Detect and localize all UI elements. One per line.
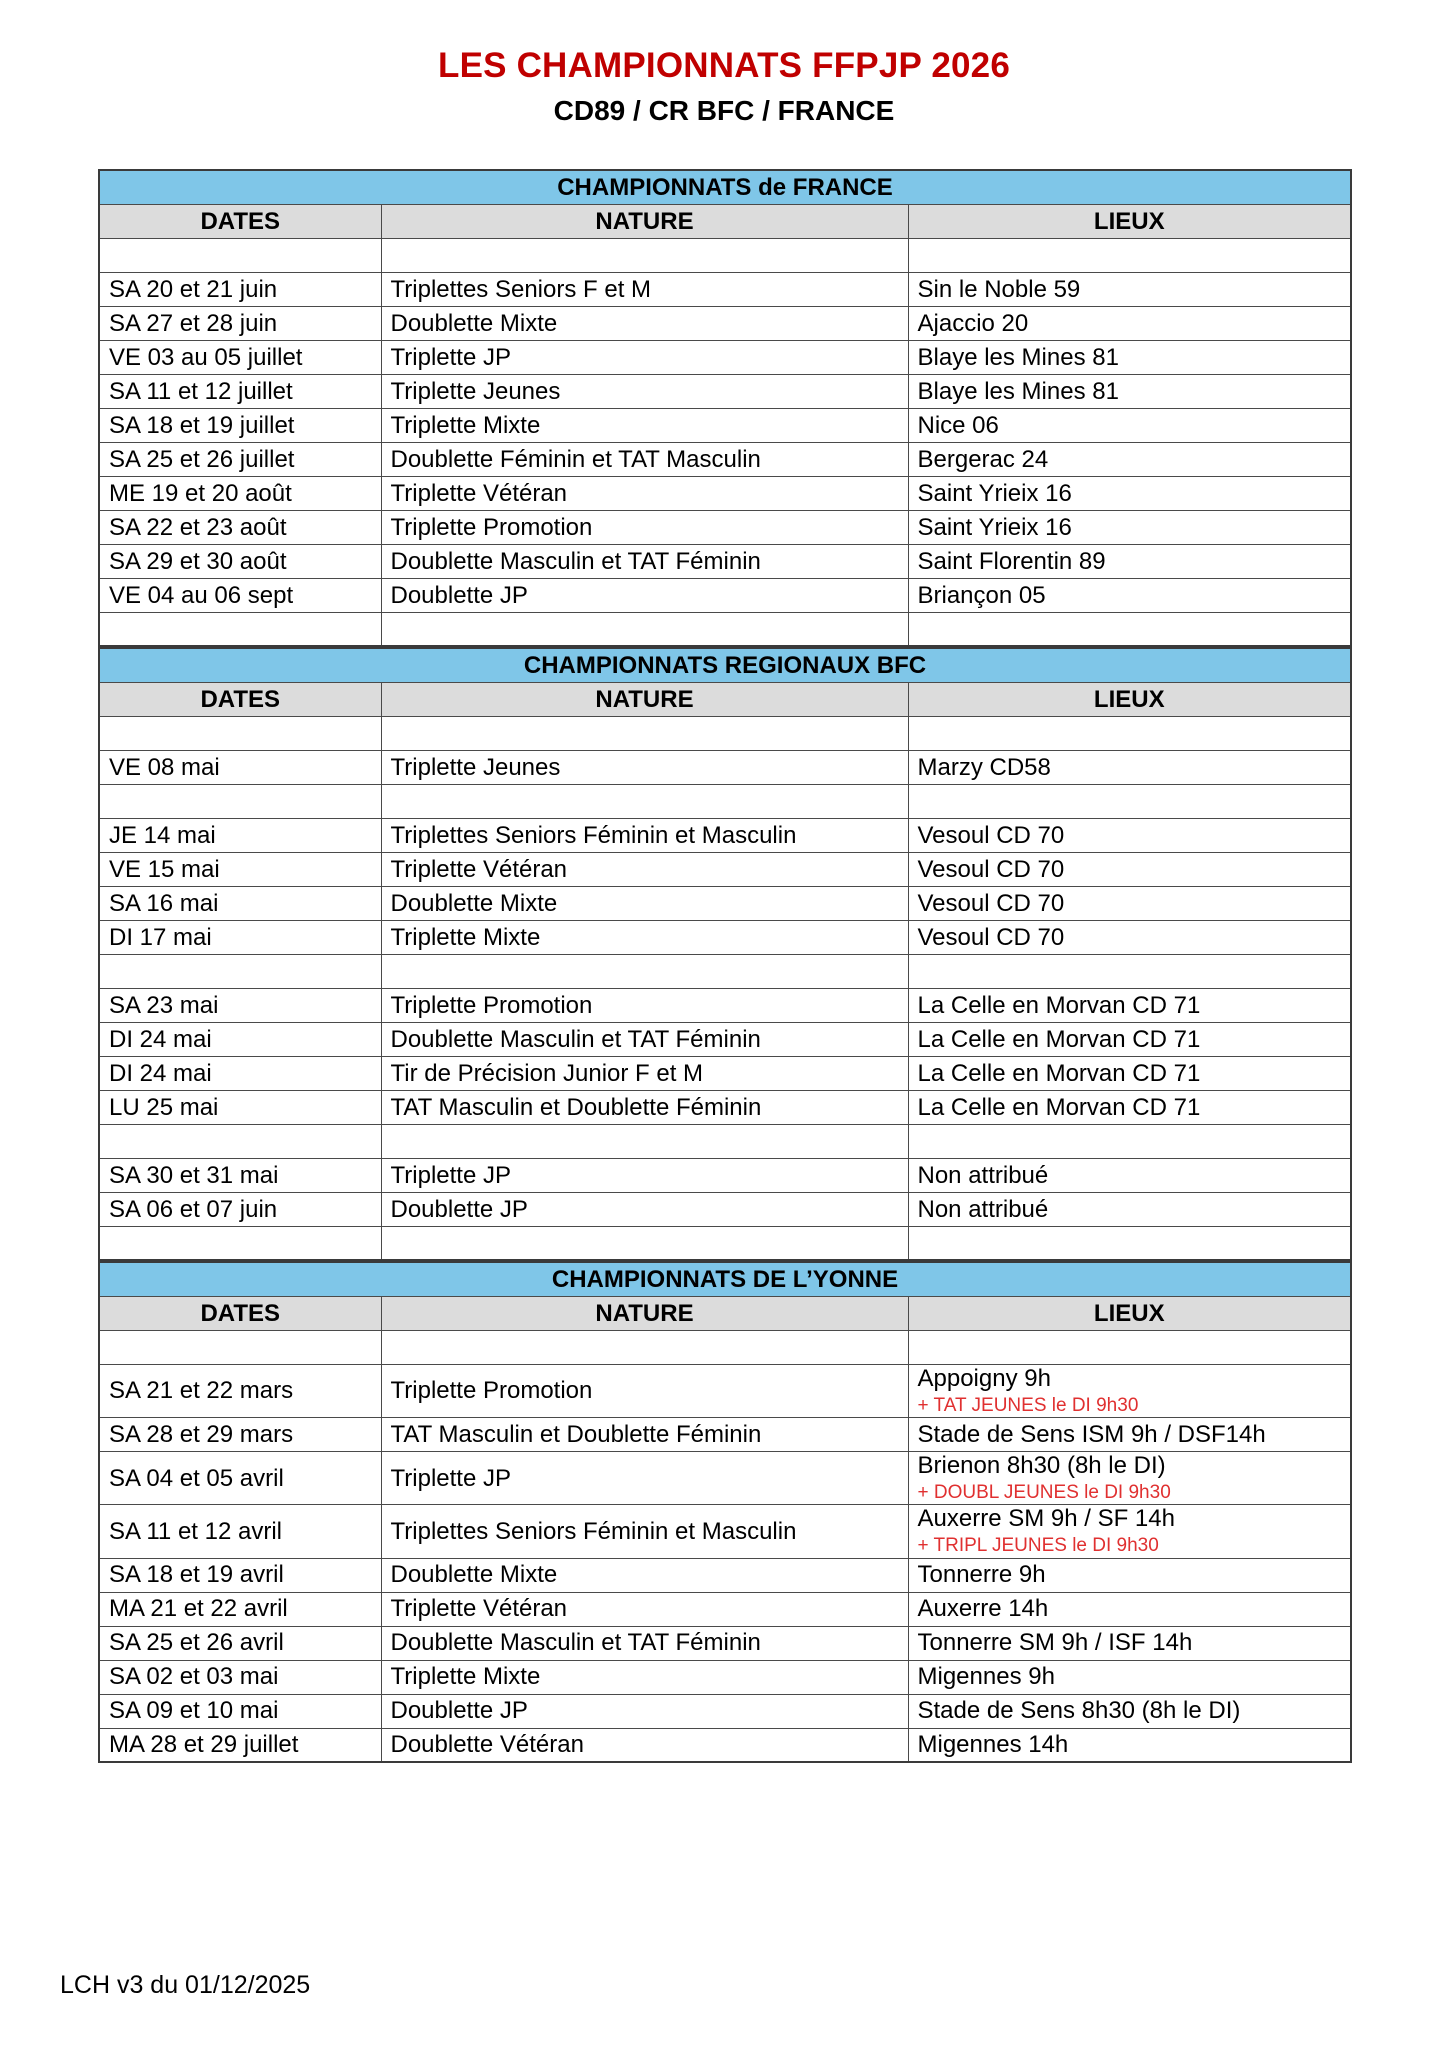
- table-row: [99, 1694, 1351, 1728]
- spacer-row: [99, 1330, 1351, 1364]
- cell-lieux: Sin le Noble 59: [908, 272, 1351, 306]
- cell-lieux: Tonnerre 9h: [908, 1558, 1351, 1592]
- spacer-row: [99, 1226, 1351, 1260]
- spacer-row: [99, 716, 1351, 750]
- cell-lieux-note: + TAT JEUNES le DI 9h30: [917, 1394, 1139, 1416]
- cell-nature: Triplette Jeunes: [381, 750, 908, 784]
- cell-lieux: Non attribué: [908, 1192, 1351, 1226]
- cell-nature: TAT Masculin et Doublette Féminin: [381, 1418, 908, 1452]
- column-header-lieux: LIEUX: [908, 204, 1351, 238]
- cell-dates: DI 17 mai: [99, 920, 381, 954]
- table-row: [99, 818, 1351, 852]
- section-header-row: [99, 170, 1351, 204]
- cell-lieux-main: Auxerre SM 9h / SF 14h: [917, 1505, 1175, 1533]
- cell-nature: Triplettes Seniors F et M: [381, 272, 908, 306]
- cell-dates: SA 30 et 31 mai: [99, 1158, 381, 1192]
- spacer-cell: [908, 716, 1351, 750]
- spacer-cell: [99, 954, 381, 988]
- cell-dates: LU 25 mai: [99, 1090, 381, 1124]
- spacer-cell: [381, 954, 908, 988]
- table-row: [99, 476, 1351, 510]
- cell-dates: VE 08 mai: [99, 750, 381, 784]
- cell-nature: Doublette Féminin et TAT Masculin: [381, 442, 908, 476]
- table-row: [99, 1022, 1351, 1056]
- cell-nature: Doublette JP: [381, 1694, 908, 1728]
- page-subtitle: CD89 / CR BFC / FRANCE: [553, 95, 895, 127]
- section-title-france: CHAMPIONNATS de FRANCE: [99, 170, 1351, 204]
- spacer-cell: [99, 612, 381, 646]
- cell-lieux: Marzy CD58: [908, 750, 1351, 784]
- table-row: [99, 1090, 1351, 1124]
- section-title-yonne: CHAMPIONNATS DE L’YONNE: [99, 1262, 1351, 1296]
- cell-nature: Triplette Vétéran: [381, 476, 908, 510]
- spacer-cell: [908, 1330, 1351, 1364]
- cell-dates: DI 24 mai: [99, 1056, 381, 1090]
- column-header-nature: NATURE: [381, 682, 908, 716]
- table-row: [99, 1505, 1351, 1558]
- spacer-cell: [908, 954, 1351, 988]
- cell-nature: Triplette JP: [381, 340, 908, 374]
- spacer-row: [99, 954, 1351, 988]
- table-row: [99, 272, 1351, 306]
- table-row: [99, 1056, 1351, 1090]
- table-row: [99, 1728, 1351, 1762]
- column-header-nature: NATURE: [381, 1296, 908, 1330]
- cell-nature: Doublette Vétéran: [381, 1728, 908, 1762]
- table-row: [99, 1592, 1351, 1626]
- cell-dates: SA 18 et 19 juillet: [99, 408, 381, 442]
- cell-lieux: [908, 1452, 1351, 1505]
- cell-dates: SA 28 et 29 mars: [99, 1418, 381, 1452]
- cell-dates: SA 29 et 30 août: [99, 544, 381, 578]
- cell-lieux: Stade de Sens ISM 9h / DSF14h: [908, 1418, 1351, 1452]
- cell-dates: SA 09 et 10 mai: [99, 1694, 381, 1728]
- cell-nature: Tir de Précision Junior F et M: [381, 1056, 908, 1090]
- spacer-cell: [908, 612, 1351, 646]
- table-row: [99, 510, 1351, 544]
- page-title: LES CHAMPIONNATS FFPJP 2026: [437, 46, 1010, 85]
- spacer-cell: [908, 1124, 1351, 1158]
- spacer-cell: [908, 238, 1351, 272]
- cell-lieux: Saint Yrieix 16: [908, 510, 1351, 544]
- cell-lieux-main: Brienon 8h30 (8h le DI): [917, 1452, 1166, 1480]
- cell-dates: MA 21 et 22 avril: [99, 1592, 381, 1626]
- cell-lieux: Saint Florentin 89: [908, 544, 1351, 578]
- cell-lieux: La Celle en Morvan CD 71: [908, 1090, 1351, 1124]
- spacer-cell: [99, 1226, 381, 1260]
- column-header-lieux: LIEUX: [908, 1296, 1351, 1330]
- cell-dates: SA 06 et 07 juin: [99, 1192, 381, 1226]
- cell-dates: SA 04 et 05 avril: [99, 1452, 381, 1505]
- table-row: [99, 1626, 1351, 1660]
- cell-lieux: La Celle en Morvan CD 71: [908, 1022, 1351, 1056]
- cell-nature: Doublette Mixte: [381, 1558, 908, 1592]
- column-header-dates: DATES: [99, 682, 381, 716]
- cell-dates: SA 11 et 12 avril: [99, 1505, 381, 1558]
- cell-lieux: La Celle en Morvan CD 71: [908, 988, 1351, 1022]
- cell-dates: SA 23 mai: [99, 988, 381, 1022]
- section-header-row: [99, 1262, 1351, 1296]
- table-championnats-regionaux-bfc: [98, 647, 1352, 1261]
- table-row: [99, 1192, 1351, 1226]
- cell-lieux: Blaye les Mines 81: [908, 374, 1351, 408]
- table-row: [99, 886, 1351, 920]
- cell-nature: TAT Masculin et Doublette Féminin: [381, 1090, 908, 1124]
- table-row: [99, 1660, 1351, 1694]
- spacer-cell: [99, 784, 381, 818]
- cell-dates: MA 28 et 29 juillet: [99, 1728, 381, 1762]
- cell-nature: Triplette Jeunes: [381, 374, 908, 408]
- table-championnats-de-france: [98, 169, 1352, 647]
- spacer-cell: [908, 1226, 1351, 1260]
- spacer-cell: [381, 784, 908, 818]
- table-row: [99, 374, 1351, 408]
- spacer-cell: [381, 238, 908, 272]
- cell-lieux: Migennes 14h: [908, 1728, 1351, 1762]
- table-row: [99, 578, 1351, 612]
- table-row: [99, 408, 1351, 442]
- cell-nature: Triplette Promotion: [381, 988, 908, 1022]
- cell-dates: VE 03 au 05 juillet: [99, 340, 381, 374]
- column-header-row: [99, 1296, 1351, 1330]
- cell-lieux: Bergerac 24: [908, 442, 1351, 476]
- table-row: [99, 1418, 1351, 1452]
- cell-dates: SA 22 et 23 août: [99, 510, 381, 544]
- cell-nature: Triplette JP: [381, 1158, 908, 1192]
- cell-nature: Triplettes Seniors Féminin et Masculin: [381, 1505, 908, 1558]
- cell-lieux: [908, 1364, 1351, 1417]
- column-header-lieux: LIEUX: [908, 682, 1351, 716]
- cell-lieux: Vesoul CD 70: [908, 920, 1351, 954]
- spacer-row: [99, 612, 1351, 646]
- table-row: [99, 1364, 1351, 1417]
- cell-nature: Doublette Masculin et TAT Féminin: [381, 1022, 908, 1056]
- cell-dates: SA 21 et 22 mars: [99, 1364, 381, 1417]
- table-row: [99, 544, 1351, 578]
- section-title-bfc: CHAMPIONNATS REGIONAUX BFC: [99, 648, 1351, 682]
- column-header-row: [99, 204, 1351, 238]
- table-row: [99, 750, 1351, 784]
- cell-nature: Doublette Masculin et TAT Féminin: [381, 1626, 908, 1660]
- table-row: [99, 306, 1351, 340]
- cell-lieux: Vesoul CD 70: [908, 852, 1351, 886]
- cell-nature: Triplette Promotion: [381, 1364, 908, 1417]
- cell-dates: VE 04 au 06 sept: [99, 578, 381, 612]
- cell-nature: Triplette Mixte: [381, 920, 908, 954]
- section-header-row: [99, 648, 1351, 682]
- cell-nature: Triplette Promotion: [381, 510, 908, 544]
- cell-lieux: [908, 1505, 1351, 1558]
- cell-lieux: Nice 06: [908, 408, 1351, 442]
- schedule-tables: [98, 127, 1350, 1763]
- table-row: [99, 852, 1351, 886]
- column-header-dates: DATES: [99, 1296, 381, 1330]
- cell-nature: Doublette Masculin et TAT Féminin: [381, 544, 908, 578]
- cell-dates: SA 18 et 19 avril: [99, 1558, 381, 1592]
- cell-nature: Triplette Vétéran: [381, 1592, 908, 1626]
- footer-version: LCH v3 du 01/12/2025: [60, 1971, 311, 1999]
- spacer-cell: [381, 612, 908, 646]
- spacer-cell: [381, 1330, 908, 1364]
- cell-dates: SA 27 et 28 juin: [99, 306, 381, 340]
- cell-dates: SA 25 et 26 juillet: [99, 442, 381, 476]
- cell-lieux: Non attribué: [908, 1158, 1351, 1192]
- cell-lieux: Stade de Sens 8h30 (8h le DI): [908, 1694, 1351, 1728]
- cell-nature: Doublette JP: [381, 578, 908, 612]
- cell-dates: SA 25 et 26 avril: [99, 1626, 381, 1660]
- table-row: [99, 1452, 1351, 1505]
- cell-dates: SA 20 et 21 juin: [99, 272, 381, 306]
- spacer-cell: [908, 784, 1351, 818]
- cell-lieux: Briançon 05: [908, 578, 1351, 612]
- cell-dates: VE 15 mai: [99, 852, 381, 886]
- spacer-cell: [99, 1124, 381, 1158]
- spacer-row: [99, 784, 1351, 818]
- cell-lieux-note: + TRIPL JEUNES le DI 9h30: [917, 1535, 1159, 1557]
- cell-nature: Triplette Mixte: [381, 1660, 908, 1694]
- cell-nature: Triplette Mixte: [381, 408, 908, 442]
- cell-lieux: La Celle en Morvan CD 71: [908, 1056, 1351, 1090]
- cell-lieux: Ajaccio 20: [908, 306, 1351, 340]
- table-row: [99, 340, 1351, 374]
- cell-nature: Triplette Vétéran: [381, 852, 908, 886]
- cell-lieux: Auxerre 14h: [908, 1592, 1351, 1626]
- cell-dates: ME 19 et 20 août: [99, 476, 381, 510]
- spacer-row: [99, 1124, 1351, 1158]
- column-header-row: [99, 682, 1351, 716]
- spacer-cell: [381, 1226, 908, 1260]
- cell-dates: SA 11 et 12 juillet: [99, 374, 381, 408]
- cell-lieux: Blaye les Mines 81: [908, 340, 1351, 374]
- table-row: [99, 1558, 1351, 1592]
- table-row: [99, 988, 1351, 1022]
- cell-dates: SA 02 et 03 mai: [99, 1660, 381, 1694]
- table-row: [99, 1158, 1351, 1192]
- cell-nature: Triplettes Seniors Féminin et Masculin: [381, 818, 908, 852]
- spacer-cell: [381, 1124, 908, 1158]
- cell-lieux: Migennes 9h: [908, 1660, 1351, 1694]
- spacer-cell: [99, 238, 381, 272]
- cell-nature: Triplette JP: [381, 1452, 908, 1505]
- spacer-row: [99, 238, 1351, 272]
- cell-lieux: Vesoul CD 70: [908, 818, 1351, 852]
- cell-lieux: Tonnerre SM 9h / ISF 14h: [908, 1626, 1351, 1660]
- table-row: [99, 920, 1351, 954]
- spacer-cell: [99, 716, 381, 750]
- table-championnats-de-l-yonne: [98, 1261, 1352, 1763]
- cell-nature: Doublette Mixte: [381, 306, 908, 340]
- cell-lieux: Saint Yrieix 16: [908, 476, 1351, 510]
- cell-dates: SA 16 mai: [99, 886, 381, 920]
- spacer-cell: [381, 716, 908, 750]
- cell-lieux-note: + DOUBL JEUNES le DI 9h30: [917, 1481, 1171, 1503]
- cell-dates: JE 14 mai: [99, 818, 381, 852]
- column-header-nature: NATURE: [381, 204, 908, 238]
- title-block: [0, 0, 1448, 127]
- cell-dates: DI 24 mai: [99, 1022, 381, 1056]
- column-header-dates: DATES: [99, 204, 381, 238]
- cell-lieux-main: Appoigny 9h: [917, 1364, 1051, 1392]
- spacer-cell: [99, 1330, 381, 1364]
- cell-nature: Doublette JP: [381, 1192, 908, 1226]
- cell-lieux: Vesoul CD 70: [908, 886, 1351, 920]
- table-row: [99, 442, 1351, 476]
- cell-nature: Doublette Mixte: [381, 886, 908, 920]
